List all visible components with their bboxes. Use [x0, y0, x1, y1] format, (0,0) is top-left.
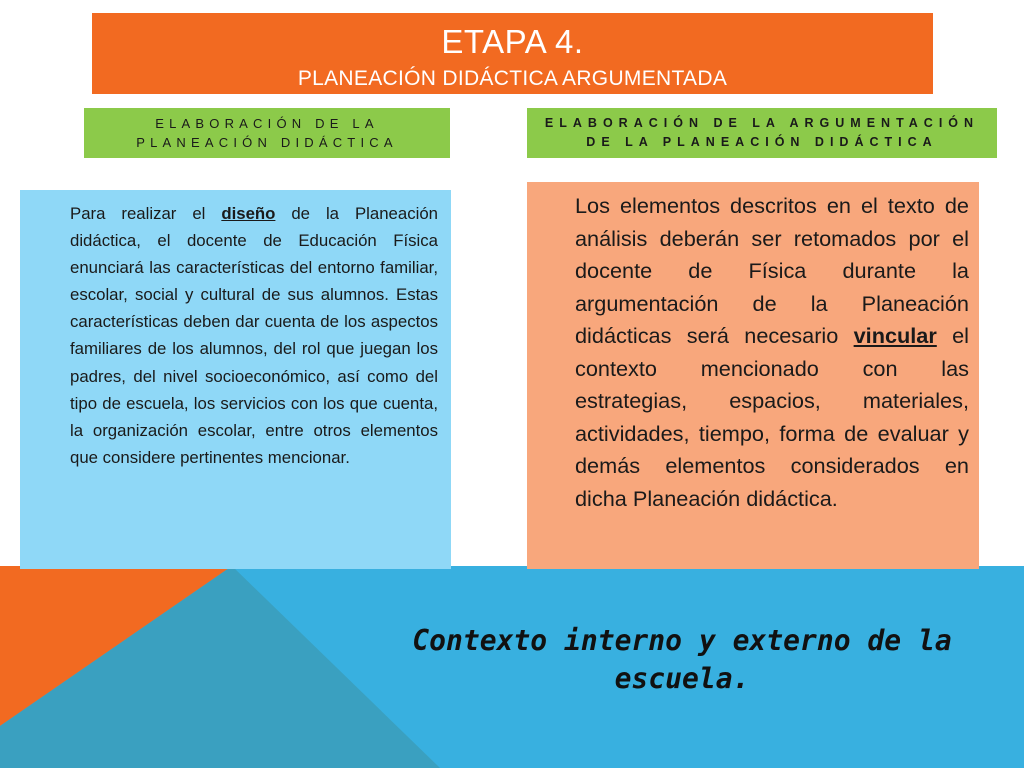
title-banner: [92, 13, 933, 94]
right-header-line1: ELABORACIÓN DE LA ARGUMENTACIÓN: [544, 116, 980, 130]
left-body-emphasis: diseño: [221, 204, 276, 223]
bottom-caption: Contexto interno y externo de la escuela.: [412, 624, 952, 695]
left-content-panel: [20, 190, 451, 569]
right-body-after: el contexto mencionado con las estrategias, espacios, materiales, actividades, tiempo, forma de evaluar y demás elementos considerados en dicha Planeación didáctica.: [575, 323, 969, 511]
right-body-text: [575, 190, 969, 515]
left-section-header: [84, 108, 450, 158]
right-header-line2: DE LA PLANEACIÓN DIDÁCTICA: [586, 135, 938, 149]
right-body-before: Los elementos descritos en el texto de análisis deberán ser retomados por el docente de Física durante la argumentación de la Planeación didácticas será necesario: [575, 193, 969, 348]
slide-title: ETAPA 4.: [441, 23, 584, 60]
left-body-after: de la Planeación didáctica, el docente de Educación Física enunciará las características del entorno familiar, escolar, social y cultural de sus alumnos. Estas características deben dar cuenta de los aspectos familiares de los alumnos, del rol que juegan los padres, del nivel socioeconómico, así como del tipo de escuela, los servicios con los que cuenta, la organización escolar, entre otros elementos que considere pertinentes mencionar.: [70, 204, 438, 467]
left-header-line2: PLANEACIÓN DIDÁCTICA: [136, 135, 398, 150]
right-body-emphasis: vincular: [853, 323, 937, 348]
right-section-header: [527, 108, 997, 158]
left-body-before: Para realizar el: [70, 204, 222, 223]
left-header-line1: ELABORACIÓN DE LA: [155, 116, 379, 131]
left-body-text: [70, 200, 438, 471]
slide-subtitle: PLANEACIÓN DIDÁCTICA ARGUMENTADA: [297, 67, 728, 90]
right-content-panel: [527, 182, 979, 569]
